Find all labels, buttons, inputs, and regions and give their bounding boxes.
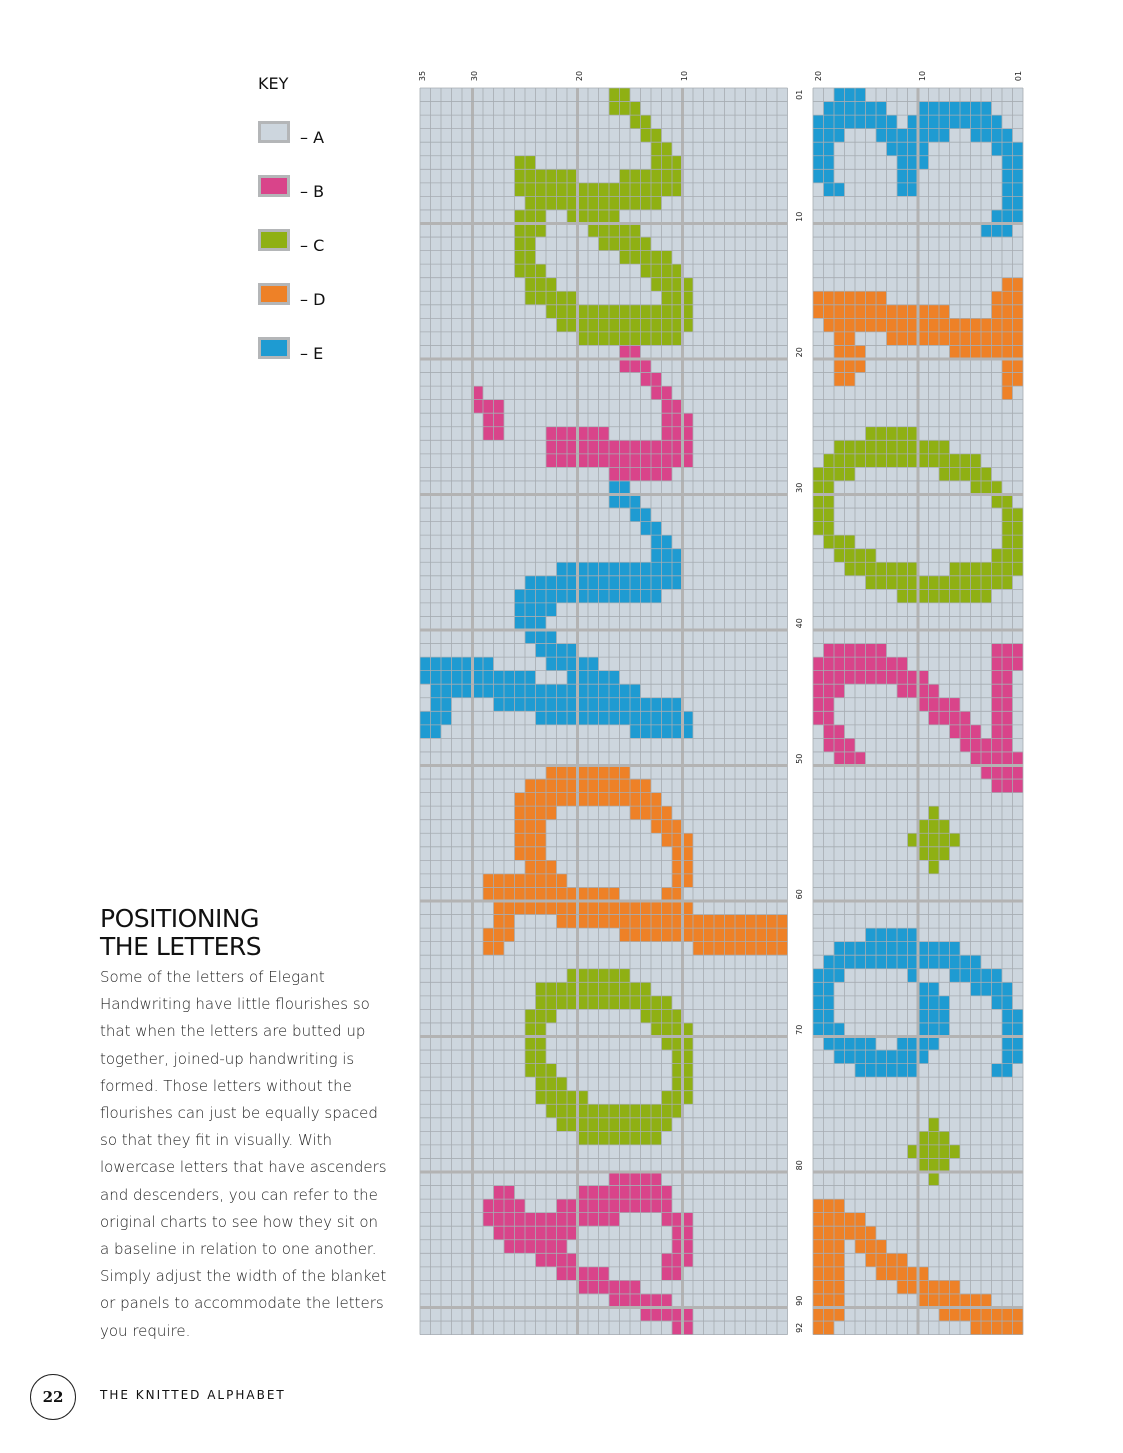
column-label: 30 — [470, 70, 479, 82]
row-label: 90 — [795, 1295, 804, 1306]
stitch-block — [813, 684, 845, 698]
stitch-block — [525, 576, 683, 590]
stitch-block — [662, 1253, 694, 1267]
stitch-block — [662, 833, 694, 847]
stitch-block — [813, 1023, 845, 1037]
stitch-block — [578, 1186, 673, 1200]
stitch-block — [813, 1253, 845, 1267]
stitch-block — [918, 102, 992, 116]
stitch-block — [887, 332, 1024, 346]
stitch-block — [950, 969, 1003, 983]
stitch-block — [557, 1267, 610, 1281]
stitch-block — [813, 1308, 845, 1322]
stitch-block — [473, 386, 484, 400]
stitch-block — [420, 657, 494, 671]
stitch-block — [929, 806, 940, 820]
stitch-block — [908, 115, 1003, 129]
stitch-block — [813, 1294, 845, 1308]
stitch-block — [483, 1213, 620, 1227]
heading-line-2: THE LETTERS — [100, 932, 262, 961]
row-label: 80 — [795, 1160, 804, 1171]
row-label: 01 — [795, 89, 804, 100]
stitch-block — [918, 847, 950, 861]
stitch-block — [813, 1213, 866, 1227]
stitch-block — [834, 440, 950, 454]
stitch-block — [662, 413, 694, 427]
stitch-block — [834, 345, 866, 359]
stitch-block — [525, 1064, 557, 1078]
stitch-block — [834, 359, 866, 373]
stitch-block — [662, 1037, 694, 1051]
column-label: 20 — [814, 70, 823, 82]
stitch-block — [567, 671, 620, 685]
row-label: 60 — [795, 889, 804, 900]
stitch-block — [813, 671, 929, 685]
stitch-block — [992, 779, 1024, 793]
stitch-block — [992, 644, 1024, 658]
stitch-block — [992, 549, 1024, 563]
key-title: KEY — [258, 74, 289, 93]
stitch-block — [824, 318, 1024, 332]
stitch-block — [939, 467, 992, 481]
stitch-block — [876, 1267, 929, 1281]
stitch-block — [536, 711, 694, 725]
stitch-block — [609, 495, 641, 509]
stitch-block — [567, 210, 620, 224]
stitch-block — [897, 589, 992, 603]
stitch-block — [813, 657, 908, 671]
stitch-block — [813, 305, 950, 319]
stitch-block — [824, 535, 856, 549]
stitch-block — [651, 820, 683, 834]
stitch-block — [992, 305, 1024, 319]
stitch-block — [609, 102, 641, 116]
stitch-block — [620, 359, 652, 373]
stitch-block — [866, 427, 919, 441]
key-label: – C — [300, 236, 325, 255]
row-label: 10 — [795, 211, 804, 222]
column-label: 20 — [575, 70, 584, 82]
stitch-block — [525, 860, 557, 874]
row-label: 92 — [795, 1322, 804, 1333]
stitch-block — [525, 630, 557, 644]
stitch-block — [971, 481, 1003, 495]
stitch-block — [960, 738, 1013, 752]
stitch-block — [981, 224, 1013, 238]
row-label: 40 — [795, 618, 804, 629]
column-label: 10 — [680, 70, 689, 82]
stitch-block — [641, 1308, 694, 1322]
stitch-block — [813, 1280, 845, 1294]
stitch-block — [813, 1199, 845, 1213]
stitch-block — [662, 1091, 694, 1105]
key-label: – A — [300, 128, 325, 147]
stitch-block — [897, 156, 929, 170]
body-paragraph: Some of the letters of Elegant Handwriting have little flourishes so that when the letters are butted up together, joined-up handwriting is formed. Those letters without the flourishes can just be equally spaced so that they fit in visually. With lowercase letters that have ascenders and descenders, you can refer to the original charts to see how they sit on a baseline in relation to one another. Simply adjust the width of the blanket or panels to accommodate the letters you require. — [100, 968, 387, 1340]
stitch-block — [929, 860, 940, 874]
stitch-block — [950, 345, 1024, 359]
stitch-block — [813, 129, 845, 143]
stitch-block — [834, 752, 866, 766]
heading-line-1: POSITIONING — [100, 904, 259, 933]
stitch-block — [599, 237, 652, 251]
key-label: – B — [300, 182, 325, 201]
column-label: 35 — [418, 70, 427, 82]
stitch-block — [662, 427, 694, 441]
stitch-block — [908, 833, 961, 847]
stitch-block — [971, 752, 1024, 766]
stitch-block — [1002, 386, 1013, 400]
stitch-block — [515, 224, 547, 238]
stitch-block — [918, 820, 950, 834]
stitch-block — [866, 928, 919, 942]
stitch-block — [813, 969, 845, 983]
stitch-block — [918, 1131, 950, 1145]
stitch-block — [483, 928, 515, 942]
stitch-block — [588, 224, 641, 238]
stitch-block — [876, 129, 950, 143]
stitch-block — [845, 562, 919, 576]
stitch-block — [515, 847, 547, 861]
stitch-block — [515, 264, 547, 278]
stitch-block — [992, 291, 1024, 305]
stitch-block — [992, 142, 1024, 156]
stitch-block — [557, 1199, 673, 1213]
stitch-block — [525, 291, 578, 305]
stitch-block — [918, 1023, 950, 1037]
key-label: – D — [300, 290, 326, 309]
stitch-block — [824, 454, 982, 468]
stitch-block — [483, 887, 620, 901]
running-title: THE KNITTED ALPHABET — [100, 1388, 286, 1402]
stitch-block — [813, 291, 887, 305]
stitch-block — [546, 1104, 683, 1118]
stitch-block — [515, 820, 547, 834]
stitch-block — [420, 671, 536, 685]
stitch-block — [824, 1037, 877, 1051]
stitch-block — [651, 549, 683, 563]
stitch-block — [855, 1240, 887, 1254]
stitch-block — [662, 291, 694, 305]
stitch-block — [536, 1077, 568, 1091]
stitch-block — [950, 725, 982, 739]
stitch-block — [834, 1050, 929, 1064]
stitch-block — [918, 1158, 950, 1172]
stitch-block — [824, 955, 982, 969]
stitch-block — [473, 400, 505, 414]
stitch-block — [536, 996, 673, 1010]
stitch-block — [420, 711, 452, 725]
stitch-block — [525, 278, 557, 292]
stitch-block — [971, 1321, 1024, 1335]
stitch-block — [908, 1145, 961, 1159]
stitch-block — [918, 996, 950, 1010]
row-label: 50 — [795, 753, 804, 764]
stitch-block — [620, 251, 673, 265]
stitch-block — [651, 156, 683, 170]
stitch-block — [918, 1294, 992, 1308]
section-heading — [100, 905, 261, 961]
stitch-block — [918, 1009, 950, 1023]
key-label: – E — [300, 344, 324, 363]
stitch-block — [929, 1118, 940, 1132]
row-label: 20 — [795, 347, 804, 358]
stitch-block — [515, 210, 547, 224]
stitch-block — [950, 562, 1024, 576]
row-label: 70 — [795, 1024, 804, 1035]
stitch-block — [824, 738, 856, 752]
stitch-block — [525, 1009, 557, 1023]
stitch-block — [536, 982, 652, 996]
stitch-block — [908, 969, 919, 983]
stitch-block — [515, 616, 547, 630]
column-label: 01 — [1014, 70, 1023, 82]
row-label: 30 — [795, 482, 804, 493]
column-label: 10 — [918, 70, 927, 82]
stitch-block — [546, 657, 599, 671]
stitch-block — [992, 210, 1024, 224]
stitch-block — [662, 1213, 694, 1227]
stitch-block — [536, 1091, 589, 1105]
stitch-block — [515, 833, 547, 847]
stitch-block — [929, 1172, 940, 1186]
stitch-block — [992, 657, 1024, 671]
stitch-block — [609, 1172, 662, 1186]
stitch-block — [494, 901, 694, 915]
stitch-block — [813, 1240, 845, 1254]
stitch-block — [693, 942, 788, 956]
stitch-block — [813, 1267, 845, 1281]
stitch-block — [557, 1118, 673, 1132]
page-number: 22 — [30, 1374, 76, 1420]
stitch-block — [525, 196, 662, 210]
stitch-block — [834, 88, 866, 102]
